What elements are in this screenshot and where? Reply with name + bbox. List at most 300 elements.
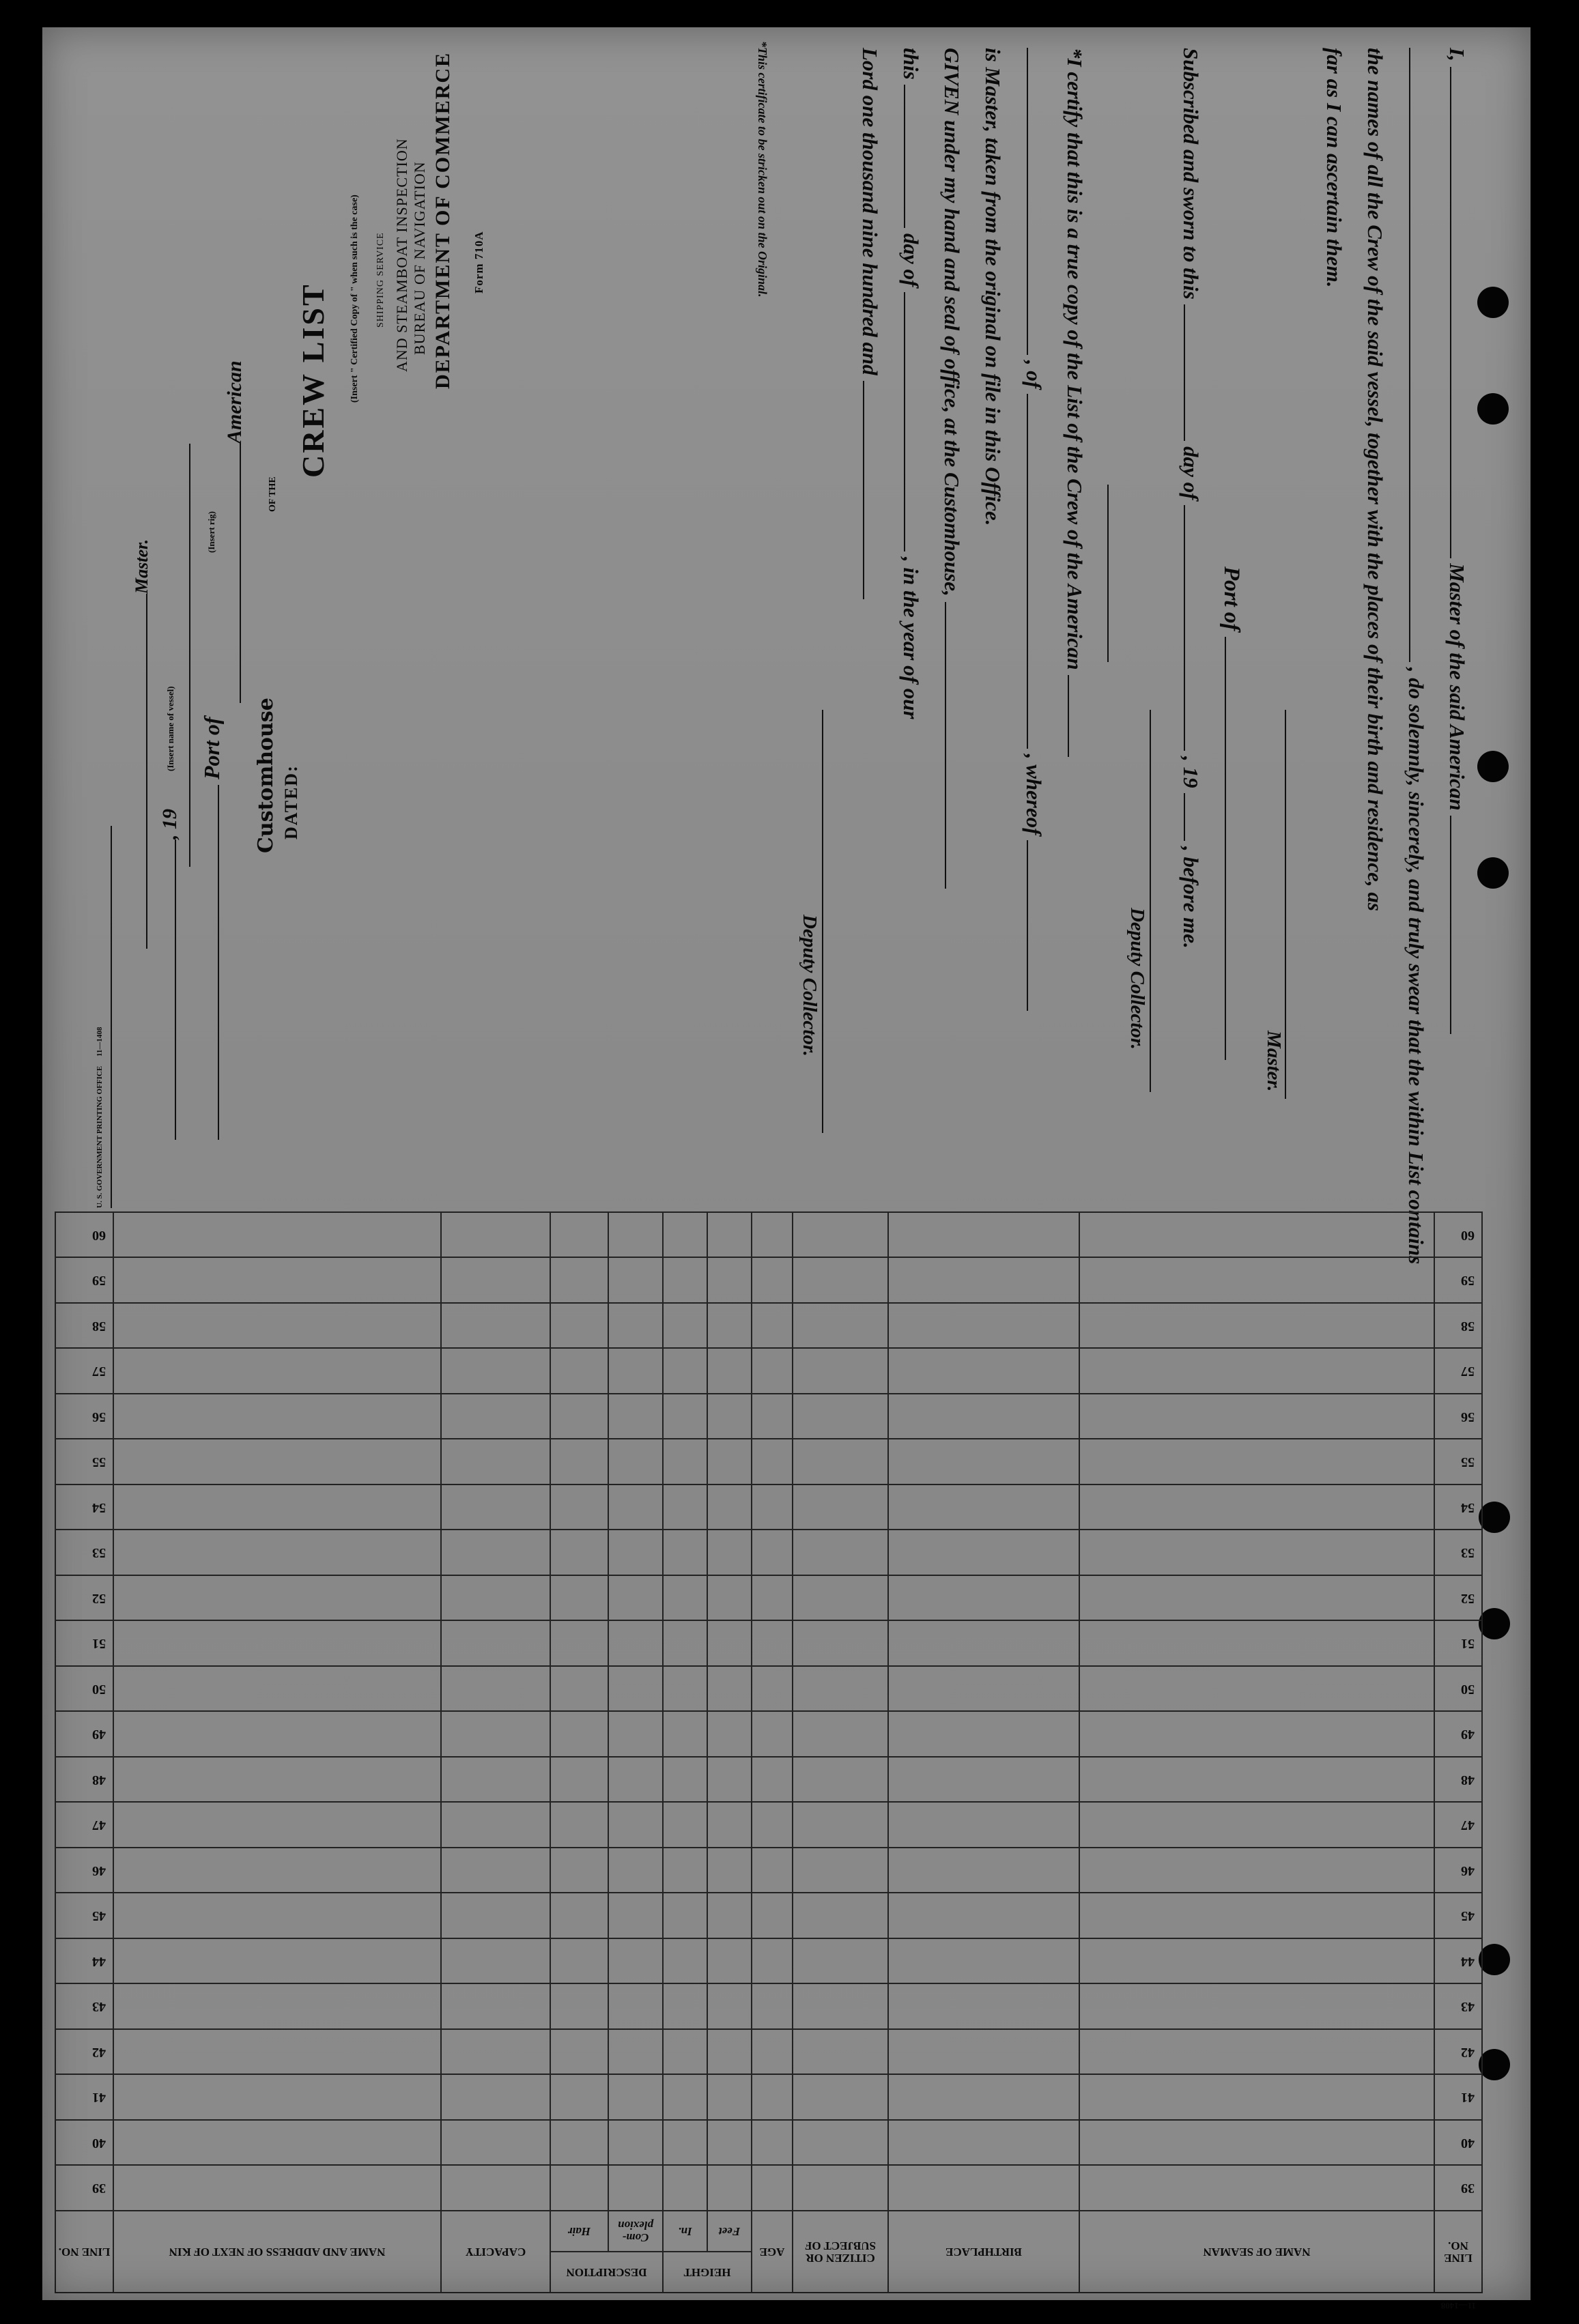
table-cell[interactable] — [663, 1349, 707, 1394]
table-cell[interactable] — [752, 1484, 793, 1530]
table-cell[interactable] — [707, 1530, 752, 1576]
table-cell[interactable] — [608, 1303, 663, 1349]
table-cell[interactable] — [441, 2166, 550, 2211]
header-feet: Feet — [707, 2211, 752, 2252]
table-cell[interactable] — [707, 1712, 752, 1758]
table-cell[interactable] — [550, 1212, 608, 1258]
table-cell[interactable] — [663, 1621, 707, 1667]
line-number-right: 43 — [55, 1984, 113, 2030]
table-cell[interactable] — [793, 1757, 888, 1803]
punch-hole — [1479, 1944, 1510, 1975]
table-cell[interactable] — [707, 2075, 752, 2121]
bureau-line-2: AND STEAMBOAT INSPECTION — [393, 138, 410, 372]
table-cell[interactable] — [752, 1212, 793, 1258]
crew-list-table — [55, 1211, 1483, 2293]
table-cell[interactable] — [113, 1848, 441, 1893]
oath-line-3: the names of all the Crew of the said vessel, together with the places of their birth and residence, as — [1363, 48, 1387, 911]
table-cell[interactable] — [752, 2075, 793, 2121]
header-next-of-kin: NAME AND ADDRESS OF NEXT OF KIN — [113, 2211, 441, 2293]
table-cell[interactable] — [441, 1258, 550, 1304]
table-cell[interactable] — [752, 1757, 793, 1803]
table-cell[interactable] — [663, 1893, 707, 1939]
table-cell[interactable] — [707, 1439, 752, 1485]
table-cell[interactable] — [608, 1621, 663, 1667]
punch-hole — [1479, 1502, 1510, 1533]
table-cell[interactable] — [793, 1938, 888, 1984]
table-cell[interactable] — [793, 1212, 888, 1258]
table-cell[interactable] — [550, 1666, 608, 1712]
table-cell[interactable] — [752, 1303, 793, 1349]
table-row — [55, 1303, 1482, 1349]
table-cell[interactable] — [608, 1575, 663, 1621]
line-number: 51 — [1434, 1621, 1482, 1667]
table-cell[interactable] — [608, 1893, 663, 1939]
table-cell[interactable] — [793, 1848, 888, 1893]
line-number: 43 — [1434, 1984, 1482, 2030]
table-cell[interactable] — [663, 1212, 707, 1258]
table-cell[interactable] — [1079, 2029, 1434, 2075]
table-cell[interactable] — [608, 1349, 663, 1394]
table-cell[interactable] — [888, 1394, 1079, 1439]
line-number-right: 50 — [55, 1666, 113, 1712]
table-cell[interactable] — [752, 1621, 793, 1667]
table-cell[interactable] — [888, 1303, 1079, 1349]
table-cell[interactable] — [888, 1349, 1079, 1394]
table-cell[interactable] — [793, 1258, 888, 1304]
table-row — [55, 1938, 1482, 1984]
table-cell[interactable] — [793, 1394, 888, 1439]
table-cell[interactable] — [1079, 1621, 1434, 1667]
table-cell[interactable] — [707, 1893, 752, 1939]
table-cell[interactable] — [663, 1848, 707, 1893]
table-cell[interactable] — [550, 1439, 608, 1485]
table-cell[interactable] — [663, 1394, 707, 1439]
table-cell[interactable] — [752, 1439, 793, 1485]
line-number-right: 45 — [55, 1893, 113, 1939]
table-row — [55, 2166, 1482, 2211]
oath-line-1 — [1445, 48, 1469, 1034]
table-cell[interactable] — [608, 2029, 663, 2075]
table-cell[interactable] — [793, 1712, 888, 1758]
table-cell[interactable] — [550, 1621, 608, 1667]
header-description: DESCRIPTION — [550, 2252, 663, 2293]
header-citizen: CITIZEN OR SUBJECT OF — [793, 2211, 888, 2293]
table-cell[interactable] — [441, 1349, 550, 1394]
table-cell[interactable] — [793, 2166, 888, 2211]
table-cell[interactable] — [888, 1666, 1079, 1712]
certify-line-3: is Master, taken from the original on file in this Office. — [981, 48, 1005, 526]
table-cell[interactable] — [888, 1803, 1079, 1848]
table-cell[interactable] — [707, 2029, 752, 2075]
table-cell[interactable] — [441, 1757, 550, 1803]
table-cell[interactable] — [113, 1394, 441, 1439]
table-cell[interactable] — [793, 1575, 888, 1621]
table-cell[interactable] — [113, 1712, 441, 1758]
table-cell[interactable] — [752, 1575, 793, 1621]
table-cell[interactable] — [663, 1757, 707, 1803]
table-cell[interactable] — [888, 1621, 1079, 1667]
table-row — [55, 1893, 1482, 1939]
table-cell[interactable] — [441, 1530, 550, 1576]
table-cell[interactable] — [113, 1212, 441, 1258]
table-row — [55, 1757, 1482, 1803]
table-cell[interactable] — [707, 1666, 752, 1712]
table-cell[interactable] — [550, 1984, 608, 2030]
table-cell[interactable] — [441, 1712, 550, 1758]
table-cell[interactable] — [888, 1984, 1079, 2030]
table-cell[interactable] — [663, 1984, 707, 2030]
table-cell[interactable] — [113, 1258, 441, 1304]
line-number-right: 52 — [55, 1575, 113, 1621]
gpo-imprint: U. S. GOVERNMENT PRINTING OFFICE 11—1408 — [96, 1027, 104, 1208]
table-cell[interactable] — [707, 2120, 752, 2166]
table-cell[interactable] — [1079, 1530, 1434, 1576]
table-cell[interactable] — [608, 1439, 663, 1485]
table-cell[interactable] — [550, 1394, 608, 1439]
table-cell[interactable] — [1079, 1575, 1434, 1621]
table-cell[interactable] — [663, 1439, 707, 1485]
deputy-collector-label-2: Deputy Collector. — [799, 915, 821, 1057]
table-row — [55, 1984, 1482, 2030]
table-cell[interactable] — [608, 1984, 663, 2030]
table-cell[interactable] — [888, 2029, 1079, 2075]
table-cell[interactable] — [550, 1803, 608, 1848]
table-cell[interactable] — [608, 1712, 663, 1758]
table-cell[interactable] — [113, 2166, 441, 2211]
line-number-right: 44 — [55, 1938, 113, 1984]
table-cell[interactable] — [793, 1349, 888, 1394]
table-cell[interactable] — [1079, 1212, 1434, 1258]
line-number: 56 — [1434, 1394, 1482, 1439]
table-cell[interactable] — [608, 2120, 663, 2166]
line-number-right: 41 — [55, 2075, 113, 2121]
table-cell[interactable] — [441, 2120, 550, 2166]
table-cell[interactable] — [707, 1984, 752, 2030]
header-line-no-2: LINE NO. — [55, 2211, 113, 2293]
line-number-right: 40 — [55, 2120, 113, 2166]
table-cell[interactable] — [888, 1938, 1079, 1984]
table-cell[interactable] — [663, 2120, 707, 2166]
table-cell[interactable] — [707, 1848, 752, 1893]
bureau-line-1: BUREAU OF NAVIGATION — [411, 161, 428, 355]
table-row — [55, 1258, 1482, 1304]
line-number-right: 47 — [55, 1803, 113, 1848]
line-number-right: 54 — [55, 1484, 113, 1530]
table-cell[interactable] — [608, 1938, 663, 1984]
table-cell[interactable] — [888, 2075, 1079, 2121]
subscribed-line: Subscribed and sworn to this day of , 19 , before me. — [1179, 48, 1203, 949]
table-cell[interactable] — [441, 1938, 550, 1984]
table-cell[interactable] — [608, 1848, 663, 1893]
table-cell[interactable] — [752, 1848, 793, 1893]
table-cell[interactable] — [793, 1984, 888, 2030]
table-row — [55, 1530, 1482, 1576]
table-cell[interactable] — [752, 1349, 793, 1394]
shipping-service: SHIPPING SERVICE — [375, 232, 386, 328]
table-cell[interactable] — [793, 1621, 888, 1667]
table-cell[interactable] — [441, 1484, 550, 1530]
line-number-right: 59 — [55, 1258, 113, 1304]
table-cell[interactable] — [113, 1938, 441, 1984]
cover-bottom-rule — [111, 826, 112, 1208]
table-cell[interactable] — [113, 1666, 441, 1712]
table-row — [55, 2029, 1482, 2075]
table-cell[interactable] — [113, 1984, 441, 2030]
table-cell[interactable] — [113, 2120, 441, 2166]
table-cell[interactable] — [113, 1484, 441, 1530]
table-cell[interactable] — [793, 1530, 888, 1576]
line-number-right: 39 — [55, 2166, 113, 2211]
lord-line: Lord one thousand nine hundred and — [857, 48, 882, 599]
table-cell[interactable] — [113, 1621, 441, 1667]
table-cell[interactable] — [752, 1530, 793, 1576]
table-cell[interactable] — [1079, 1938, 1434, 1984]
crew-list-title: CREW LIST — [296, 283, 330, 478]
table-cell[interactable] — [441, 1212, 550, 1258]
table-cell[interactable] — [752, 1893, 793, 1939]
table-cell[interactable] — [888, 1757, 1079, 1803]
table-cell[interactable] — [793, 1439, 888, 1485]
table-cell[interactable] — [608, 2075, 663, 2121]
table-cell[interactable] — [752, 1712, 793, 1758]
table-cell[interactable] — [888, 2166, 1079, 2211]
table-cell[interactable] — [113, 1803, 441, 1848]
crew-list-sheet — [42, 27, 1531, 2311]
table-cell[interactable] — [113, 1893, 441, 1939]
table-cell[interactable] — [752, 2120, 793, 2166]
table-cell[interactable] — [793, 1803, 888, 1848]
table-cell[interactable] — [663, 1666, 707, 1712]
table-cell[interactable] — [550, 1349, 608, 1394]
table-cell[interactable] — [707, 1575, 752, 1621]
insert-vessel-note: (Insert name of vessel) — [165, 686, 175, 771]
table-cell[interactable] — [1079, 1394, 1434, 1439]
footnote: *This certificate to be stricken out on the Original. — [756, 41, 769, 298]
table-cell[interactable] — [1079, 1848, 1434, 1893]
table-cell[interactable] — [113, 2075, 441, 2121]
table-cell[interactable] — [793, 1666, 888, 1712]
table-cell[interactable] — [550, 1303, 608, 1349]
table-cell[interactable] — [793, 2029, 888, 2075]
american-label: American — [223, 360, 246, 703]
oath-line-4: far as I can ascertain them. — [1322, 48, 1346, 288]
oath-swear-text: , do solemnly, sincerely, and truly swear that the within List contains — [1404, 667, 1428, 1265]
table-cell[interactable] — [888, 1575, 1079, 1621]
table-cell[interactable] — [113, 1530, 441, 1576]
table-cell[interactable] — [441, 1303, 550, 1349]
table-cell[interactable] — [888, 1848, 1079, 1893]
table-cell[interactable] — [752, 1666, 793, 1712]
table-cell[interactable] — [663, 1303, 707, 1349]
insert-rig-note: (Insert rig) — [206, 511, 216, 553]
table-cell[interactable] — [752, 2166, 793, 2211]
table-cell[interactable] — [663, 2029, 707, 2075]
table-cell[interactable] — [1079, 1984, 1434, 2030]
table-cell[interactable] — [707, 1212, 752, 1258]
table-cell[interactable] — [663, 1712, 707, 1758]
table-cell[interactable] — [550, 1575, 608, 1621]
cover-upside-down — [90, 27, 541, 1208]
table-cell[interactable] — [608, 1757, 663, 1803]
table-cell[interactable] — [550, 1484, 608, 1530]
deputy-collector-label: Deputy Collector. — [1126, 908, 1148, 1050]
line-number-right: 53 — [55, 1530, 113, 1576]
table-cell[interactable] — [550, 1258, 608, 1304]
line-number-right: 51 — [55, 1621, 113, 1667]
table-cell[interactable] — [707, 1938, 752, 1984]
line-number: 46 — [1434, 1848, 1482, 1893]
table-cell[interactable] — [663, 1575, 707, 1621]
table-cell[interactable] — [707, 1394, 752, 1439]
table-cell[interactable] — [888, 1439, 1079, 1485]
table-cell[interactable] — [441, 1439, 550, 1485]
header-line-no: LINE NO. — [1434, 2211, 1482, 2293]
table-cell[interactable] — [550, 1893, 608, 1939]
table-cell[interactable] — [550, 2166, 608, 2211]
table-cell[interactable] — [1079, 1712, 1434, 1758]
cover-year: , 19 — [158, 809, 182, 1140]
table-cell[interactable] — [752, 2029, 793, 2075]
table-cell[interactable] — [707, 1621, 752, 1667]
table-cell[interactable] — [1079, 1803, 1434, 1848]
form-number: Form 710A — [472, 231, 485, 293]
table-row — [55, 2075, 1482, 2121]
table-row — [55, 1575, 1482, 1621]
table-cell[interactable] — [441, 1575, 550, 1621]
seal-line — [1107, 485, 1109, 662]
table-cell[interactable] — [793, 1303, 888, 1349]
this-day-line: this day of , in the year of our — [899, 48, 923, 719]
table-cell[interactable] — [663, 1938, 707, 1984]
table-cell[interactable] — [752, 1938, 793, 1984]
table-cell[interactable] — [1079, 1893, 1434, 1939]
table-cell[interactable] — [707, 1303, 752, 1349]
table-cell[interactable] — [1079, 1349, 1434, 1394]
line-number: 53 — [1434, 1530, 1482, 1576]
oath-master-text: Master of the said American — [1445, 563, 1469, 811]
table-cell[interactable] — [1079, 1484, 1434, 1530]
table-cell[interactable] — [608, 1530, 663, 1576]
table-cell[interactable] — [113, 1349, 441, 1394]
table-cell[interactable] — [441, 1848, 550, 1893]
table-cell[interactable] — [113, 1757, 441, 1803]
table-cell[interactable] — [550, 1712, 608, 1758]
table-cell[interactable] — [888, 1530, 1079, 1576]
table-cell[interactable] — [441, 1666, 550, 1712]
oath-prefix: I, — [1445, 48, 1469, 61]
table-cell[interactable] — [441, 1621, 550, 1667]
table-cell[interactable] — [441, 1893, 550, 1939]
table-cell[interactable] — [707, 1757, 752, 1803]
table-cell[interactable] — [608, 1803, 663, 1848]
table-cell[interactable] — [663, 2075, 707, 2121]
line-number-right: 58 — [55, 1303, 113, 1349]
table-cell[interactable] — [113, 2029, 441, 2075]
table-cell[interactable] — [752, 1258, 793, 1304]
table-cell[interactable] — [707, 1484, 752, 1530]
table-cell[interactable] — [793, 2075, 888, 2121]
table-row — [55, 1848, 1482, 1893]
table-cell[interactable] — [1079, 1757, 1434, 1803]
line-number: 47 — [1434, 1803, 1482, 1848]
table-cell[interactable] — [550, 2029, 608, 2075]
table-cell[interactable] — [793, 2120, 888, 2166]
table-cell[interactable] — [441, 1394, 550, 1439]
line-number: 57 — [1434, 1349, 1482, 1394]
table-cell[interactable] — [550, 2075, 608, 2121]
crew-table — [56, 1211, 1483, 2311]
table-cell[interactable] — [752, 1394, 793, 1439]
punch-hole — [1479, 1608, 1510, 1639]
table-cell[interactable] — [1079, 1303, 1434, 1349]
table-cell[interactable] — [550, 1757, 608, 1803]
table-cell[interactable] — [888, 1712, 1079, 1758]
insert-certified-note: (Insert " Certified Copy of " when such is the case) — [350, 195, 360, 403]
deputy-signature-line — [1150, 710, 1151, 1092]
table-cell[interactable] — [1079, 1439, 1434, 1485]
table-cell[interactable] — [793, 1484, 888, 1530]
table-cell[interactable] — [608, 1394, 663, 1439]
line-number: 44 — [1434, 1938, 1482, 1984]
table-cell[interactable] — [707, 1258, 752, 1304]
table-cell[interactable] — [608, 2166, 663, 2211]
table-cell[interactable] — [441, 2029, 550, 2075]
table-cell[interactable] — [793, 1893, 888, 1939]
table-cell[interactable] — [441, 1803, 550, 1848]
table-row — [55, 2120, 1482, 2166]
table-cell[interactable] — [113, 1439, 441, 1485]
table-cell[interactable] — [663, 1484, 707, 1530]
table-cell[interactable] — [707, 1803, 752, 1848]
table-cell[interactable] — [550, 1530, 608, 1576]
table-cell[interactable] — [441, 1984, 550, 2030]
table-cell[interactable] — [608, 1666, 663, 1712]
table-cell[interactable] — [888, 1893, 1079, 1939]
master-signature-line — [1285, 710, 1286, 1099]
table-cell[interactable] — [707, 1349, 752, 1394]
table-cell[interactable] — [888, 1484, 1079, 1530]
table-cell[interactable] — [888, 1212, 1079, 1258]
table-cell[interactable] — [550, 1938, 608, 1984]
table-cell[interactable] — [1079, 2075, 1434, 2121]
table-cell[interactable] — [752, 1984, 793, 2030]
table-cell[interactable] — [608, 1258, 663, 1304]
table-cell[interactable] — [1079, 2120, 1434, 2166]
table-cell[interactable] — [608, 1212, 663, 1258]
table-cell[interactable] — [1079, 2166, 1434, 2211]
table-cell[interactable] — [663, 1530, 707, 1576]
table-cell[interactable] — [550, 2120, 608, 2166]
table-cell[interactable] — [608, 1484, 663, 1530]
table-cell[interactable] — [707, 2166, 752, 2211]
header-height: HEIGHT — [663, 2252, 752, 2293]
table-cell[interactable] — [113, 1575, 441, 1621]
table-cell[interactable] — [752, 1803, 793, 1848]
cover-master-label: Master. — [131, 539, 152, 949]
table-cell[interactable] — [663, 2166, 707, 2211]
table-cell[interactable] — [663, 1258, 707, 1304]
table-row — [55, 1439, 1482, 1485]
table-cell[interactable] — [888, 1258, 1079, 1304]
table-cell[interactable] — [1079, 1666, 1434, 1712]
header-capacity: CAPACITY — [441, 2211, 550, 2293]
table-cell[interactable] — [550, 1848, 608, 1893]
table-cell[interactable] — [113, 1303, 441, 1349]
table-cell[interactable] — [888, 2120, 1079, 2166]
table-cell[interactable] — [1079, 1258, 1434, 1304]
table-cell[interactable] — [663, 1803, 707, 1848]
table-cell[interactable] — [441, 2075, 550, 2121]
